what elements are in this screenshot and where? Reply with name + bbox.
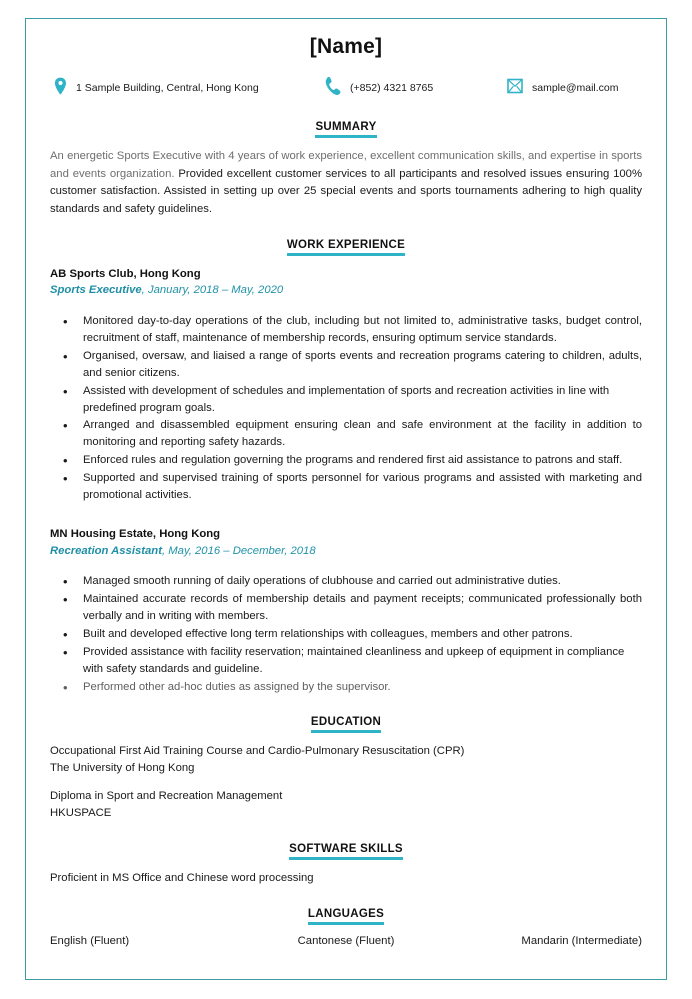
job-entry (50, 266, 642, 504)
software-heading-text: SOFTWARE SKILLS (289, 843, 403, 860)
summary-heading-text: SUMMARY (315, 121, 376, 138)
experience-heading-text: WORK EXPERIENCE (287, 239, 405, 256)
contact-phone (322, 76, 507, 100)
job-entry (50, 526, 642, 695)
phone-handset-icon (322, 76, 341, 100)
software-skills-text: Proficient in MS Office and Chinese word processing (50, 872, 314, 885)
job-company: AB Sports Club, Hong Kong (50, 268, 201, 281)
summary-intro-text: An energetic Sports Executive with 4 years of work experience, excellent communication skills, and expertise in sports and events organization. (50, 150, 642, 180)
job-bullet-list (50, 313, 642, 504)
job-bullet: • Managed smooth running of daily operations of clubhouse and carried out administrative duties. (50, 573, 642, 590)
section-heading-education (50, 712, 642, 733)
contact-address (54, 77, 322, 100)
job-bullet: • Performed other ad-hoc duties as assigned by the supervisor. (50, 679, 642, 696)
job-bullet: • Provided assistance with facility reservation; maintained cleanliness and upkeep of equipment in compliance with safety standards and guideline. (50, 644, 642, 678)
language-item: Cantonese (Fluent) (297, 935, 395, 948)
education-entry (50, 788, 642, 822)
job-role: Sports Executive (50, 284, 142, 297)
education-institution: HKUSPACE (50, 807, 112, 820)
language-item: English (Fluent) (50, 935, 130, 948)
summary-paragraph (50, 148, 642, 218)
job-company: MN Housing Estate, Hong Kong (50, 528, 221, 541)
contact-row (50, 76, 642, 100)
education-program: Diploma in Sport and Recreation Management (50, 790, 283, 803)
section-heading-summary (50, 117, 642, 138)
languages-row (50, 935, 642, 947)
job-bullet: • Arranged and disassembled equipment ensuring clean and safe environment at the facility in addition to monitoring and reporting safety hazards. (50, 417, 642, 451)
phone-text: (+852) 4321 8765 (350, 82, 434, 95)
section-heading-software-skills (50, 839, 642, 860)
job-bullet-list (50, 573, 642, 696)
job-bullet: • Organised, oversaw, and liaised a range of sports events and recreation programs catering to children, adults, and senior citizens. (50, 348, 642, 382)
job-bullet: • Assisted with development of schedules and implementation of sports and recreation activities in line with predefined program goals. (50, 383, 642, 417)
language-item: Mandarin (Intermediate) (521, 935, 642, 948)
contact-email (507, 78, 638, 99)
email-text: sample@mail.com (532, 82, 619, 95)
job-role-line (50, 543, 642, 559)
resume-page (25, 18, 667, 980)
job-bullet: • Enforced rules and regulation governing the programs and rendered first aid assistance to patrons and staff. (50, 452, 642, 469)
job-role: Recreation Assistant (50, 544, 162, 557)
job-bullet: • Monitored day-to-day operations of the club, including but not limited to, administrative tasks, budget control, recruitment of staff, maintenance of membership records, ensuring optimum service standards. (50, 313, 642, 347)
address-text: 1 Sample Building, Central, Hong Kong (76, 82, 259, 95)
envelope-icon (507, 78, 523, 99)
job-bullet: • Built and developed effective long term relationships with colleagues, members and other patrons. (50, 626, 642, 643)
summary-body-text: Provided excellent customer services to all participants and resolved issues ensuring 100% customer satisfaction. Assisted in setting up over 25 special events and sports tournaments adhering to high quality standards and safety guidelines. (50, 167, 642, 215)
job-dates: , January, 2018 – May, 2020 (141, 284, 284, 297)
section-heading-languages (50, 904, 642, 925)
education-heading-text: EDUCATION (311, 716, 381, 733)
education-program: Occupational First Aid Training Course and Cardio-Pulmonary Resuscitation (CPR) (50, 745, 465, 758)
page-title: [Name] (309, 35, 383, 58)
job-bullet: • Maintained accurate records of membership details and payment receipts; communicated professionally both verbally and in writing with members. (50, 591, 642, 625)
job-dates: , May, 2016 – December, 2018 (161, 544, 316, 557)
location-pin-icon (54, 77, 67, 100)
section-heading-experience (50, 235, 642, 256)
education-institution: The University of Hong Kong (50, 762, 195, 775)
education-entry (50, 743, 642, 777)
job-bullet: • Supported and supervised training of sports personnel for various programs and assisted with marketing and promotional activities. (50, 470, 642, 504)
languages-heading-text: LANGUAGES (308, 908, 384, 925)
job-role-line (50, 282, 642, 298)
